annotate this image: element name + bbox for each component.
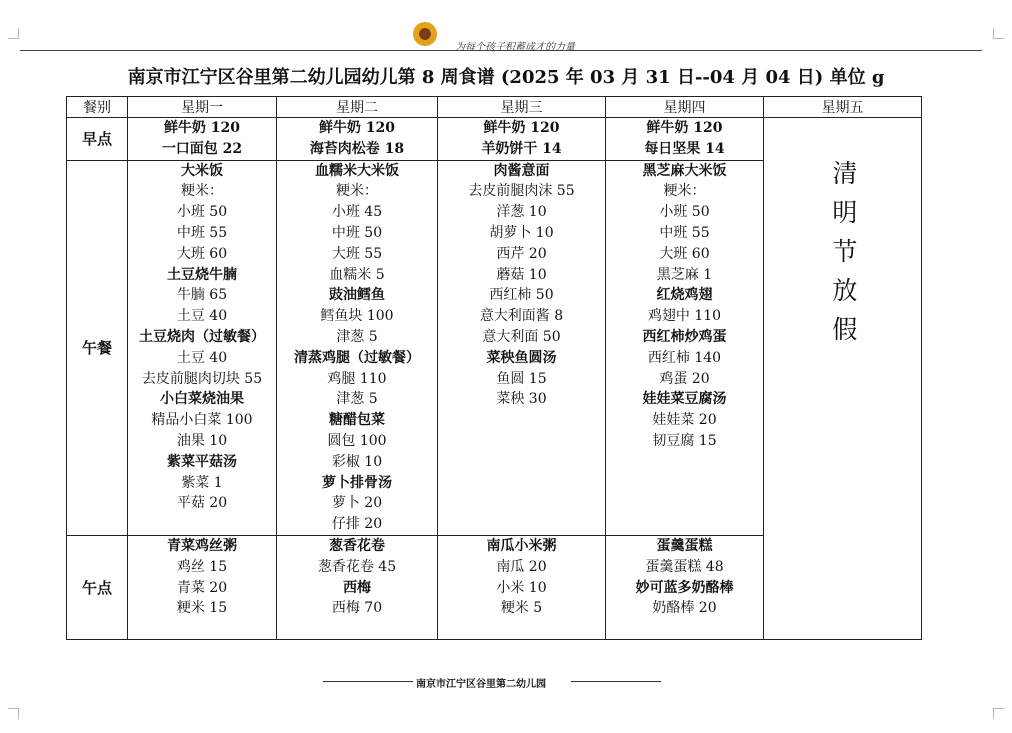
dish-name: 糖醋包菜 — [329, 412, 385, 429]
meal-label-breakfast: 早点 — [67, 118, 128, 161]
menu-cell — [128, 160, 277, 535]
dish-name: 鲜牛奶 120 — [646, 120, 723, 136]
ingredient-line: 青菜 20 — [176, 579, 228, 596]
dish-name: 一口面包 22 — [161, 140, 243, 157]
ingredient-line: 津葱 5 — [336, 391, 378, 408]
ingredient-line: 油果 10 — [176, 432, 228, 449]
ingredient-line: 鸡蛋 20 — [659, 370, 710, 387]
meal-label-lunch: 午餐 — [67, 160, 128, 535]
ingredient-line: 去皮前腿肉切块 55 — [141, 370, 263, 387]
ingredient-line: 中班 55 — [659, 224, 710, 241]
dish-name: 蛋羹蛋糕 — [656, 537, 713, 554]
ingredient-line: 菜秧 30 — [496, 391, 547, 408]
dish-name: 葱香花卷 — [329, 537, 385, 554]
ingredient-line: 奶酪棒 20 — [652, 600, 717, 617]
ingredient-line: 萝卜 20 — [331, 495, 383, 512]
ingredient-line: 胡萝卜 10 — [489, 224, 554, 241]
ingredient-line: 中班 55 — [176, 224, 228, 241]
crop-mark — [8, 708, 19, 719]
table-header-row — [67, 97, 922, 118]
dish-name: 青菜鸡丝粥 — [167, 537, 237, 554]
ingredient-line: 小米 10 — [496, 579, 547, 596]
ingredient-line: 南瓜 20 — [496, 558, 547, 575]
dish-name: 黑芝麻大米饭 — [642, 162, 727, 179]
ingredient-line: 精品小白菜 100 — [151, 412, 253, 429]
ingredient-line: 粳米： — [181, 183, 223, 200]
header-wednesday: 星期三 — [438, 97, 606, 118]
ingredient-line: 蛋羹蛋糕 48 — [645, 558, 724, 575]
dish-name: 血糯米大米饭 — [315, 162, 399, 179]
dish-name: 西红柿炒鸡蛋 — [642, 328, 727, 345]
footer-divider-right — [571, 681, 661, 682]
dish-name: 萝卜排骨汤 — [322, 474, 392, 491]
menu-cell — [438, 535, 606, 639]
dish-name: 鲜牛奶 120 — [318, 120, 396, 136]
menu-cell — [606, 535, 764, 639]
ingredient-line: 牛腩 65 — [176, 287, 228, 304]
dish-name: 菜秧鱼圆汤 — [486, 349, 557, 366]
dish-name: 羊奶饼干 14 — [481, 140, 562, 157]
ingredient-line: 圆包 100 — [327, 432, 387, 449]
ingredient-line: 葱香花卷 45 — [317, 558, 397, 575]
dish-name: 豉油鳕鱼 — [329, 287, 385, 304]
crop-mark — [8, 28, 19, 39]
dish-name: 鲜牛奶 120 — [163, 120, 241, 136]
dish-name: 大米饭 — [181, 162, 223, 179]
breakfast-row — [67, 118, 922, 161]
ingredient-line: 西梅 70 — [331, 600, 383, 617]
ingredient-line: 小班 50 — [659, 204, 710, 221]
ingredient-line: 血糯米 5 — [329, 266, 385, 283]
dish-name: 西梅 — [343, 579, 371, 596]
ingredient-line: 仔排 20 — [331, 516, 383, 533]
ingredient-line: 津葱 5 — [336, 328, 378, 345]
meal-label-snack: 午点 — [67, 535, 128, 639]
menu-cell — [438, 118, 606, 161]
ingredient-line: 西红柿 140 — [647, 349, 722, 366]
crop-mark — [993, 708, 1004, 719]
header-thursday: 星期四 — [606, 97, 764, 118]
dish-name: 每日坚果 14 — [644, 140, 725, 157]
ingredient-line: 鳕鱼块 100 — [320, 308, 394, 325]
ingredient-line: 鸡腿 110 — [327, 370, 387, 387]
header-tuesday: 星期二 — [277, 97, 438, 118]
header-divider — [20, 50, 982, 51]
dish-name: 清蒸鸡腿（过敏餐） — [294, 349, 420, 366]
ingredient-line: 大班 60 — [176, 245, 228, 262]
ingredient-line: 黑芝麻 1 — [656, 266, 713, 283]
ingredient-line: 鸡丝 15 — [176, 558, 228, 575]
ingredient-line: 去皮前腿肉沫 55 — [468, 183, 575, 200]
ingredient-line: 粳米： — [663, 183, 706, 200]
ingredient-line: 意大利面酱 8 — [479, 308, 564, 325]
ingredient-line: 粳米 5 — [500, 600, 543, 617]
dish-name: 娃娃菜豆腐汤 — [642, 391, 727, 408]
dish-name: 土豆烧肉（过敏餐） — [139, 328, 265, 345]
ingredient-line: 平菇 20 — [176, 495, 228, 512]
ingredient-line: 土豆 40 — [176, 349, 228, 366]
ingredient-line: 土豆 40 — [176, 308, 228, 325]
ingredient-line: 蘑菇 10 — [496, 266, 547, 283]
holiday-note: 清明节放假 — [828, 160, 858, 355]
ingredient-line: 大班 60 — [659, 245, 710, 262]
ingredient-line: 西红柿 50 — [489, 287, 554, 304]
ingredient-line: 彩椒 10 — [331, 453, 383, 470]
ingredient-line: 粳米 15 — [176, 600, 228, 617]
dish-name: 紫菜平菇汤 — [167, 453, 237, 470]
footer-school-name: 南京市江宁区谷里第二幼儿园 — [416, 679, 546, 690]
dish-name: 南瓜小米粥 — [486, 537, 557, 554]
ingredient-line: 小班 45 — [331, 204, 383, 221]
header-friday: 星期五 — [764, 97, 922, 118]
ingredient-line: 韧豆腐 15 — [652, 432, 717, 449]
menu-cell — [128, 118, 277, 161]
menu-cell — [277, 118, 438, 161]
weekly-menu-table — [66, 96, 922, 640]
ingredient-line: 粳米： — [336, 183, 378, 200]
school-logo-icon — [413, 22, 437, 46]
dish-name: 海苔肉松卷 18 — [309, 140, 405, 157]
ingredient-line: 西芹 20 — [496, 245, 547, 262]
header-slogan: 为每个孩子积蓄成才的力量 — [455, 42, 575, 53]
ingredient-line: 鱼圆 15 — [496, 370, 547, 387]
dish-name: 鲜牛奶 120 — [483, 120, 560, 136]
menu-cell — [606, 160, 764, 535]
menu-cell — [277, 160, 438, 535]
ingredient-line: 紫菜 1 — [181, 474, 223, 491]
dish-name: 肉酱意面 — [493, 162, 550, 179]
menu-cell — [128, 535, 277, 639]
header-monday: 星期一 — [128, 97, 277, 118]
ingredient-line: 小班 50 — [176, 204, 228, 221]
ingredient-line: 中班 50 — [331, 224, 383, 241]
ingredient-line: 意大利面 50 — [482, 328, 561, 345]
ingredient-line: 鸡翅中 110 — [647, 308, 722, 325]
menu-cell — [606, 118, 764, 161]
menu-cell — [438, 160, 606, 535]
crop-mark — [993, 28, 1004, 39]
menu-cell — [277, 535, 438, 639]
dish-name: 土豆烧牛腩 — [167, 266, 237, 283]
ingredient-line: 娃娃菜 20 — [652, 412, 717, 429]
dish-name: 红烧鸡翅 — [656, 287, 713, 304]
dish-name: 小白菜烧油果 — [160, 391, 244, 408]
dish-name: 妙可蓝多奶酪棒 — [635, 579, 734, 596]
footer-divider-left — [323, 681, 413, 682]
friday-holiday-cell — [764, 118, 922, 640]
ingredient-line: 洋葱 10 — [496, 204, 547, 221]
header-meal-type: 餐别 — [67, 97, 128, 118]
ingredient-line: 大班 55 — [331, 245, 383, 262]
page-title: 南京市江宁区谷里第二幼儿园幼儿第 8 周食谱 (2025 年 03 月 31 日--04 月 04 日) 单位 g — [127, 67, 885, 88]
